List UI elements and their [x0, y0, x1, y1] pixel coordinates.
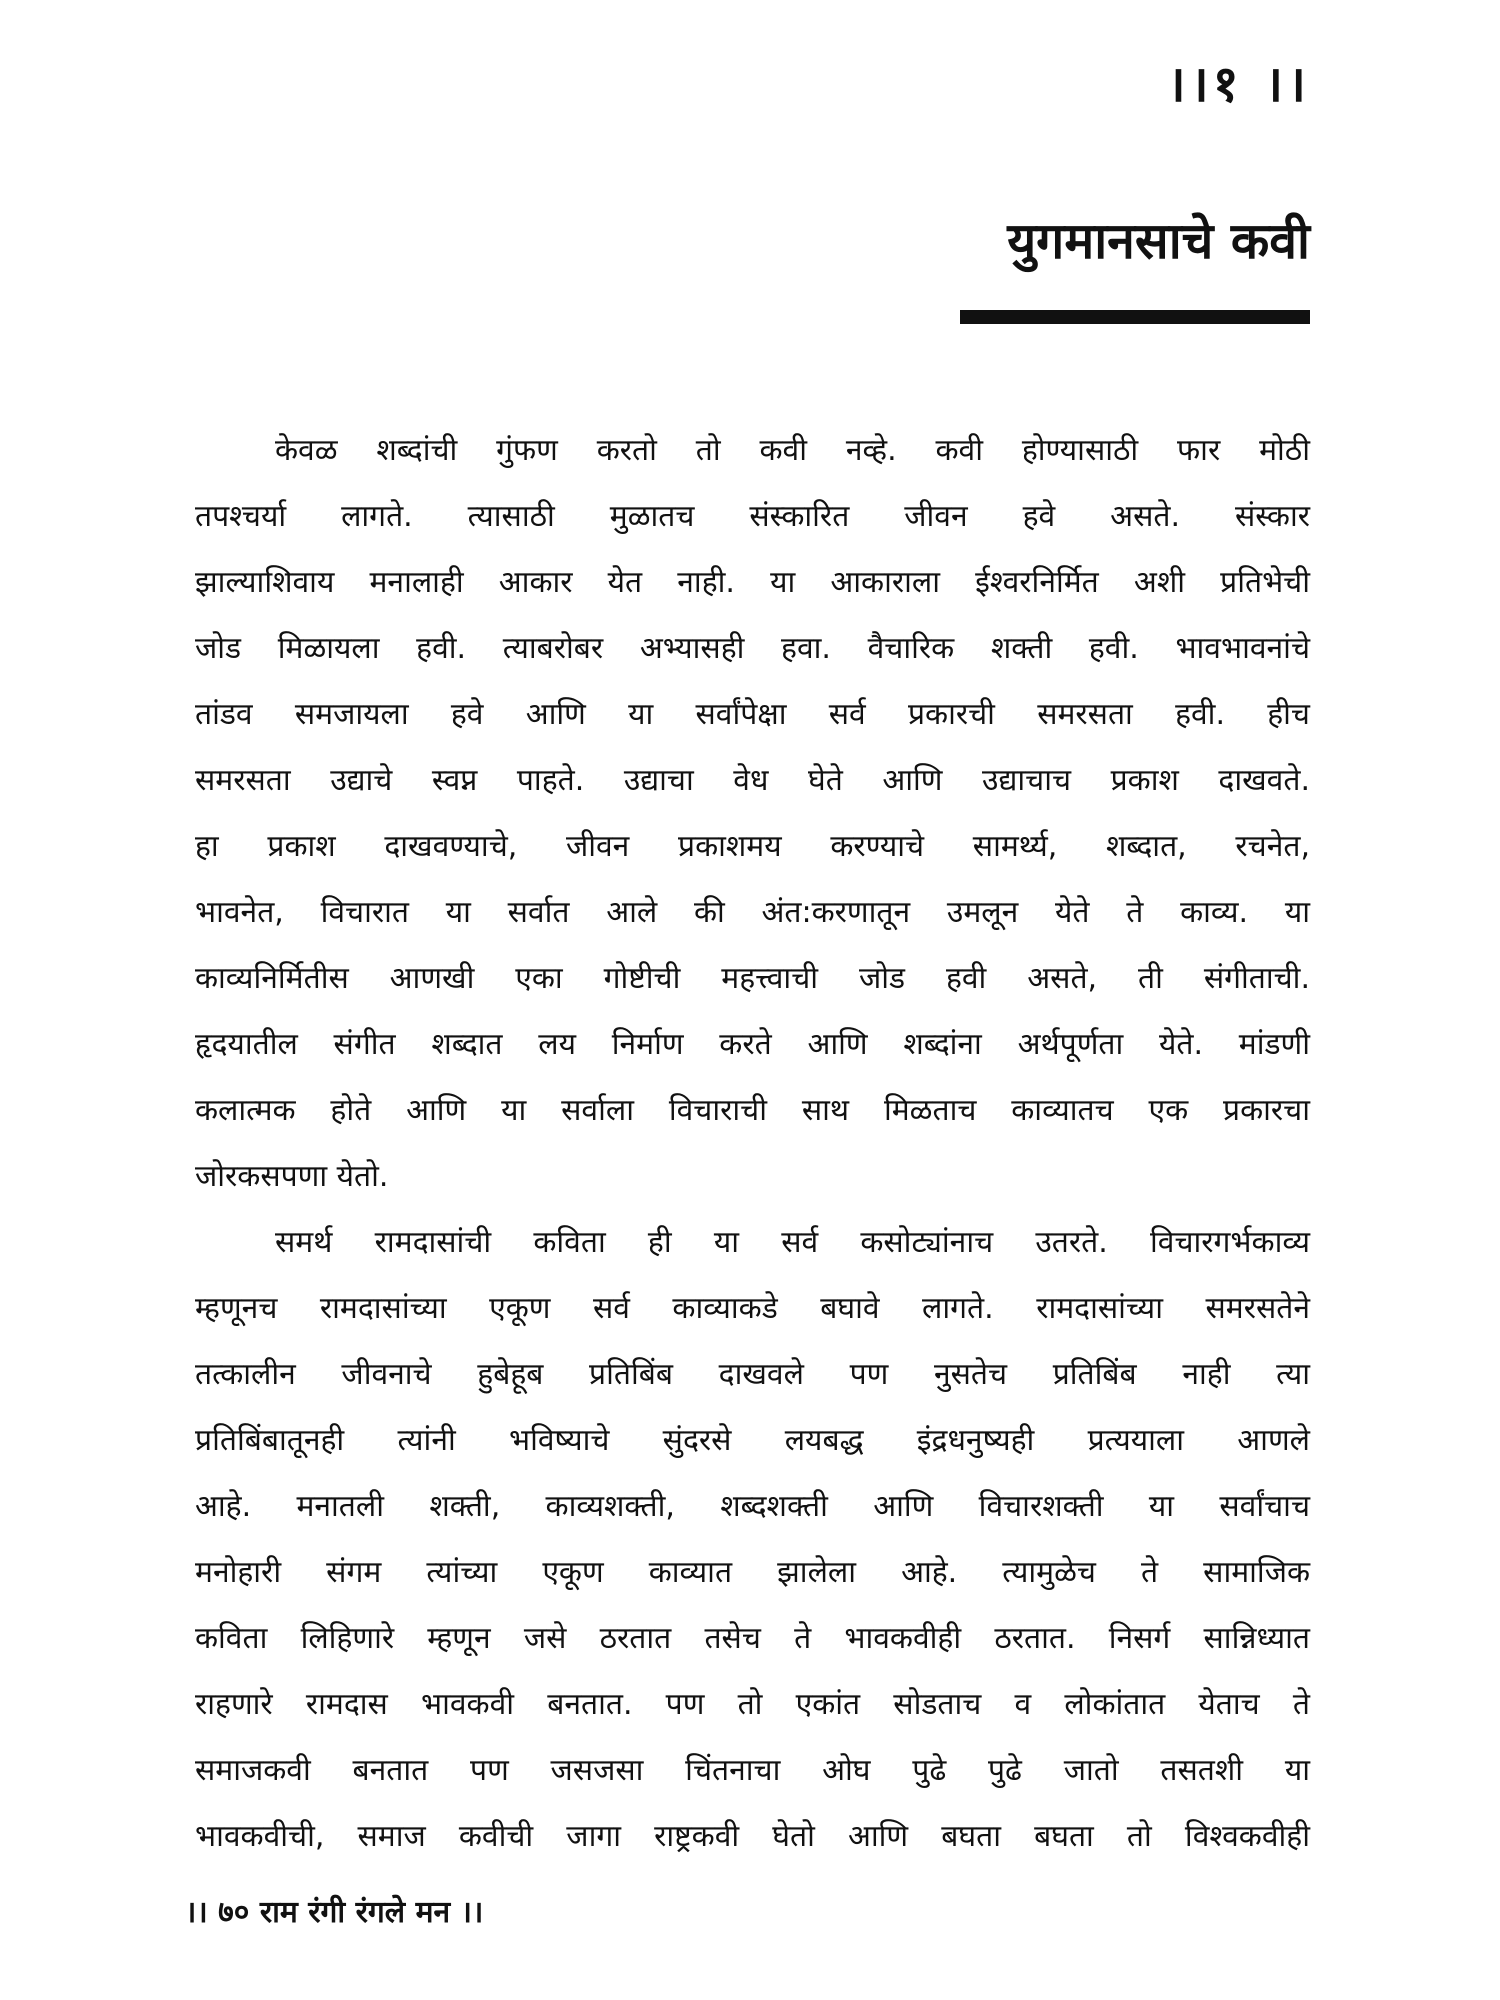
- paragraph-1-line-10: हृदयातील संगीत शब्दात लय निर्माण करते आणि शब्दांना अर्थपूर्णता येते. मांडणी: [195, 1027, 1310, 1062]
- paragraph-1-line-4: जोड मिळायला हवी. त्याबरोबर अभ्यासही हवा. वैचारिक शक्ती हवी. भावभावनांचे: [195, 631, 1310, 666]
- paragraph-1-line-6: समरसता उद्याचे स्वप्न पाहते. उद्याचा वेध घेते आणि उद्याचाच प्रकाश दाखवते.: [195, 763, 1310, 798]
- paragraph-2-line-10: भावकवीची, समाज कवीची जागा राष्ट्रकवी घेतो आणि बघता बघता तो विश्वकवीही: [195, 1819, 1310, 1854]
- paragraph-1-line-3: झाल्याशिवाय मनालाही आकार येत नाही. या आकाराला ईश्वरनिर्मित अशी प्रतिभेची: [195, 565, 1310, 600]
- page-footer: ।। ७० राम रंगी रंगले मन ।।: [185, 1895, 484, 1930]
- paragraph-1-line-2: तपश्चर्या लागते. त्यासाठी मुळातच संस्कारित जीवन हवे असते. संस्कार: [195, 499, 1310, 534]
- body-text: [195, 418, 1310, 1870]
- paragraph-1-line-7: हा प्रकाश दाखवण्याचे, जीवन प्रकाशमय करण्याचे सामर्थ्य, शब्दात, रचनेत,: [195, 829, 1310, 864]
- paragraph-1-line-1: केवळ शब्दांची गुंफण करतो तो कवी नव्हे. कवी होण्यासाठी फार मोठी: [275, 433, 1310, 468]
- paragraph-2-line-4: प्रतिबिंबातूनही त्यांनी भविष्याचे सुंदरसे लयबद्ध इंद्रधनुष्यही प्रत्ययाला आणले: [195, 1423, 1310, 1458]
- paragraph-1-line-8: भावनेत, विचारात या सर्वात आले की अंत:करणातून उमलून येते ते काव्य. या: [195, 895, 1310, 930]
- title-underline-rule: [960, 310, 1310, 324]
- paragraph-2-line-7: कविता लिहिणारे म्हणून जसे ठरतात तसेच ते भावकवीही ठरतात. निसर्ग सान्निध्यात: [195, 1621, 1310, 1656]
- chapter-number: ।।१ ।।: [1166, 55, 1310, 113]
- paragraph-2-line-9: समाजकवी बनतात पण जसजसा चिंतनाचा ओघ पुढे पुढे जातो तसतशी या: [195, 1753, 1310, 1788]
- paragraph-1-line-11: कलात्मक होते आणि या सर्वाला विचाराची साथ मिळताच काव्यातच एक प्रकारचा: [195, 1093, 1310, 1128]
- paragraph-2-line-1: समर्थ रामदासांची कविता ही या सर्व कसोट्यांनाच उतरते. विचारगर्भकाव्य: [275, 1225, 1310, 1260]
- paragraph-2-line-6: मनोहारी संगम त्यांच्या एकूण काव्यात झालेला आहे. त्यामुळेच ते सामाजिक: [195, 1555, 1310, 1590]
- paragraph-2-line-8: राहणारे रामदास भावकवी बनतात. पण तो एकांत सोडताच व लोकांतात येताच ते: [195, 1687, 1310, 1722]
- paragraph-2-line-3: तत्कालीन जीवनाचे हुबेहूब प्रतिबिंब दाखवले पण नुसतेच प्रतिबिंब नाही त्या: [195, 1357, 1310, 1392]
- paragraph-2-line-2: म्हणूनच रामदासांच्या एकूण सर्व काव्याकडे बघावे लागते. रामदासांच्या समरसतेने: [195, 1291, 1310, 1326]
- paragraph-1-line-12: जोरकसपणा येतो.: [195, 1159, 389, 1194]
- paragraph-1-line-9: काव्यनिर्मितीस आणखी एका गोष्टीची महत्त्वाची जोड हवी असते, ती संगीताची.: [195, 961, 1310, 996]
- chapter-title: युगमानसाचे कवी: [1007, 212, 1310, 270]
- paragraph-1-line-5: तांडव समजायला हवे आणि या सर्वांपेक्षा सर्व प्रकारची समरसता हवी. हीच: [195, 697, 1310, 732]
- paragraph-2-line-5: आहे. मनातली शक्ती, काव्यशक्ती, शब्दशक्ती आणि विचारशक्ती या सर्वांचाच: [195, 1489, 1310, 1524]
